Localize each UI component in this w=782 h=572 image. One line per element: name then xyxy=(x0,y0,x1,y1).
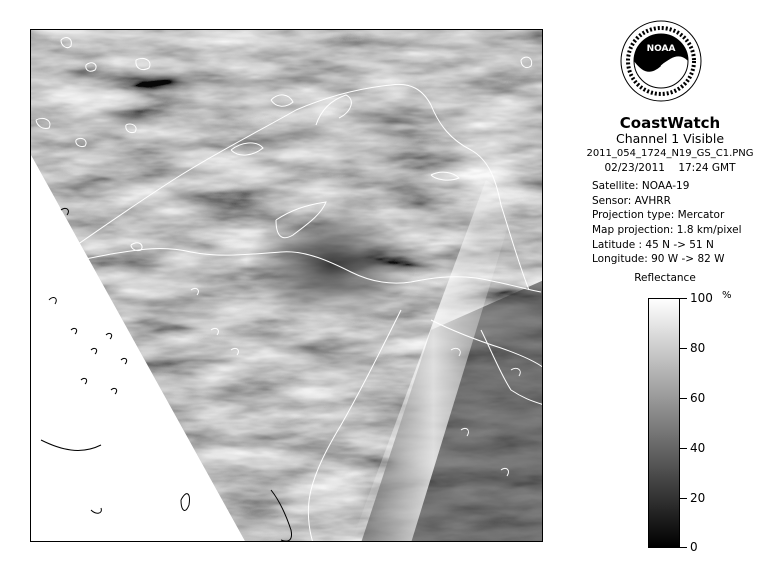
colorbar-tick-label: 100 xyxy=(690,291,713,305)
satellite-map[interactable] xyxy=(30,29,543,542)
colorbar-tick xyxy=(680,298,687,299)
noaa-logo xyxy=(620,20,702,102)
satellite-info: Satellite: NOAA-19 xyxy=(592,180,690,192)
colorbar-tick xyxy=(680,398,687,399)
colorbar-tick-label: 20 xyxy=(690,491,706,505)
reflectance-colorbar xyxy=(648,298,680,548)
channel-subtitle: Channel 1 Visible xyxy=(615,131,725,146)
colorbar-tick xyxy=(680,348,687,349)
projection-type-info: Projection type: Mercator xyxy=(592,209,725,221)
colorbar-tick-label: 80 xyxy=(690,341,706,355)
colorbar-tick xyxy=(680,448,687,449)
product-title: CoastWatch xyxy=(619,114,721,132)
colorbar-tick xyxy=(680,498,687,499)
datetime-text: 02/23/2011 17:24 GMT xyxy=(604,162,736,174)
map-projection-info: Map projection: 1.8 km/pixel xyxy=(592,224,742,236)
image-filename: 2011_054_1724_N19_GS_C1.PNG xyxy=(586,148,754,159)
colorbar-tick xyxy=(680,547,687,548)
colorbar-tick-label: 60 xyxy=(690,391,706,405)
sensor-info: Sensor: AVHRR xyxy=(592,195,671,207)
longitude-info: Longitude: 90 W -> 82 W xyxy=(592,253,725,265)
acquisition-datetime xyxy=(570,162,770,175)
colorbar-tick-label: 40 xyxy=(690,441,706,455)
legend-title: Reflectance xyxy=(634,272,696,284)
noaa-logo-text: NOAA xyxy=(646,44,676,54)
latitude-info: Latitude : 45 N -> 51 N xyxy=(592,239,714,251)
legend-unit: % xyxy=(722,290,732,301)
colorbar-tick-label: 0 xyxy=(690,540,698,554)
